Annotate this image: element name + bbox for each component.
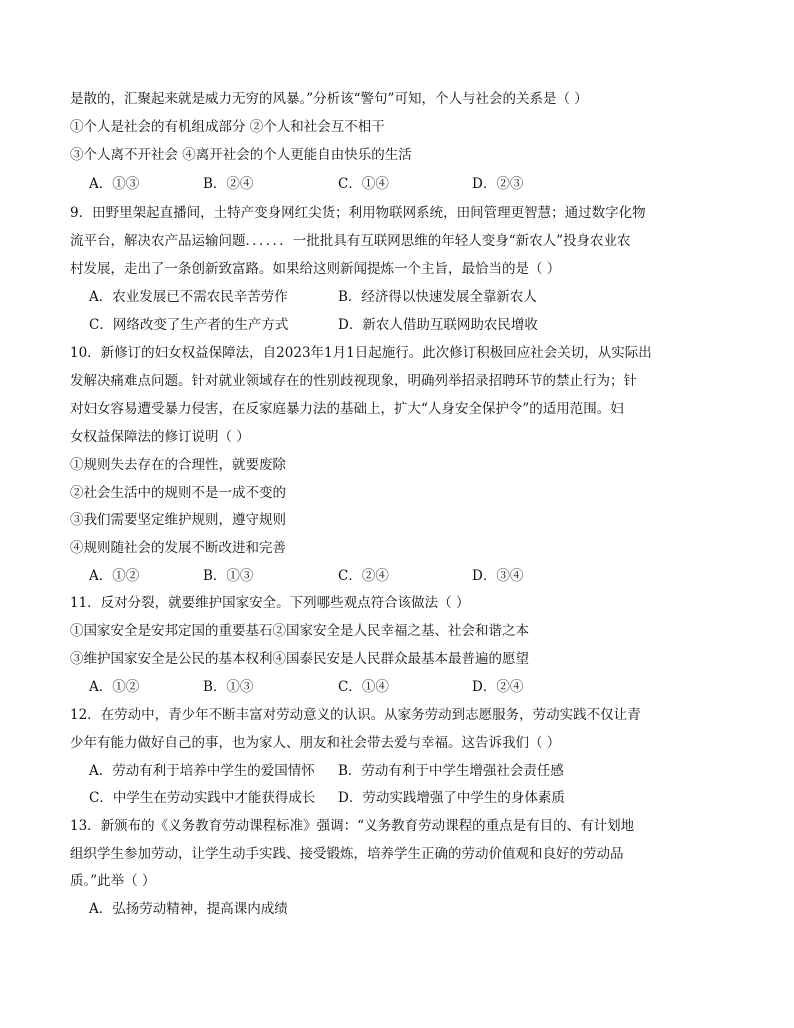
q10-stem-line-2: 发解决痛难点问题。针对就业领域存在的性别歧视现象，明确列举招录招聘环节的禁止行为；针 xyxy=(70,373,637,389)
q11-statement-1: ①国家安全是安邦定国的重要基石②国家安全是人民幸福之基、社会和谐之本 xyxy=(70,623,529,639)
q13-stem-line-2: 组织学生参加劳动，让学生动手实践、接受锻炼，培养学生正确的劳动价值观和良好的劳动品 xyxy=(70,846,624,862)
q10-option-b: B．①③ xyxy=(203,568,254,584)
q10-stem-line-1: 10．新修订的妇女权益保障法，自2023年1月1日起施行。此次修订积极回应社会关切，从实际出 xyxy=(70,345,652,361)
q11-option-b: B．①③ xyxy=(203,679,254,695)
q10-option-a: A．①② xyxy=(89,568,140,584)
q9-option-b: B．经济得以快速发展全靠新农人 xyxy=(338,289,537,305)
q10-statement-4: ④规则随社会的发展不断改进和完善 xyxy=(70,540,286,556)
q9-option-d: D．新农人借助互联网助农民增收 xyxy=(338,317,538,333)
q9-stem-line-3: 村发展，走出了一条创新致富路。如果给这则新闻提炼一个主旨，最恰当的是（ ） xyxy=(70,261,561,277)
q12-option-a: A．劳动有利于培养中学生的爱国情怀 xyxy=(89,763,315,779)
q9-stem-line-2: 流平台，解决农产品运输问题．．．．．．一批批具有互联网思维的年轻人变身“新农人”投身农业农 xyxy=(70,233,631,249)
q10-stem-line-3: 对妇女容易遭受暴力侵害，在反家庭暴力法的基础上，扩大“人身安全保护令”的适用范围。妇 xyxy=(70,401,624,417)
q11-option-a: A．①② xyxy=(89,679,140,695)
q12-stem-line-2: 少年有能力做好自己的事，也为家人、朋友和社会带去爱与幸福。这告诉我们（ ） xyxy=(70,735,561,751)
q10-statement-2: ②社会生活中的规则不是一成不变的 xyxy=(70,485,286,501)
q12-option-d: D．劳动实践增强了中学生的身体素质 xyxy=(338,790,565,806)
q11-option-c: C．①④ xyxy=(338,679,389,695)
q8-option-d: D．②③ xyxy=(472,176,524,192)
q13-stem-line-3: 质。”此举（ ） xyxy=(70,873,156,889)
q10-stem-line-4: 女权益保障法的修订说明（ ） xyxy=(70,429,250,445)
q12-option-b: B．劳动有利于中学生增强社会责任感 xyxy=(338,763,564,779)
q10-option-c: C．②④ xyxy=(338,568,389,584)
q8-statement-2: ③个人离不开社会 ④离开社会的个人更能自由快乐的生活 xyxy=(70,147,412,163)
q8-option-b: B．②④ xyxy=(203,176,254,192)
q8-option-a: A．①③ xyxy=(89,176,140,192)
q11-statement-2: ③维护国家安全是公民的基本权利④国泰民安是人民群众最基本最普遍的愿望 xyxy=(70,651,529,667)
q12-stem-line-1: 12．在劳动中，青少年不断丰富对劳动意义的认识。从家务劳动到志愿服务，劳动实践不仅让青 xyxy=(70,707,641,723)
q13-option-a: A．弘扬劳动精神，提高课内成绩 xyxy=(89,901,288,917)
q10-statement-1: ①规则失去存在的合理性，就要废除 xyxy=(70,457,286,473)
q12-option-c: C．中学生在劳动实践中才能获得成长 xyxy=(89,790,316,806)
q11-stem: 11．反对分裂，就要维护国家安全。下列哪些观点符合该做法（ ） xyxy=(70,595,470,611)
q9-option-a: A．农业发展已不需农民辛苦劳作 xyxy=(89,289,288,305)
q11-option-d: D．②④ xyxy=(472,679,524,695)
q8-stem: 是散的，汇聚起来就是威力无穷的风暴。”分析该“警句”可知，个人与社会的关系是（ ） xyxy=(70,91,588,107)
q9-stem-line-1: 9．田野里架起直播间，土特产变身网红尖货；利用物联网系统，田间管理更智慧；通过数字化物 xyxy=(70,205,646,221)
q8-option-c: C．①④ xyxy=(338,176,389,192)
q10-option-d: D．③④ xyxy=(472,568,524,584)
q9-option-c: C．网络改变了生产者的生产方式 xyxy=(89,317,289,333)
q8-statement-1: ①个人是社会的有机组成部分 ②个人和社会互不相干 xyxy=(70,119,385,135)
q13-stem-line-1: 13．新颁布的《义务教育劳动课程标准》强调：“义务教育劳动课程的重点是有目的、有计划地 xyxy=(70,818,635,834)
q10-statement-3: ③我们需要坚定维护规则，遵守规则 xyxy=(70,512,286,528)
